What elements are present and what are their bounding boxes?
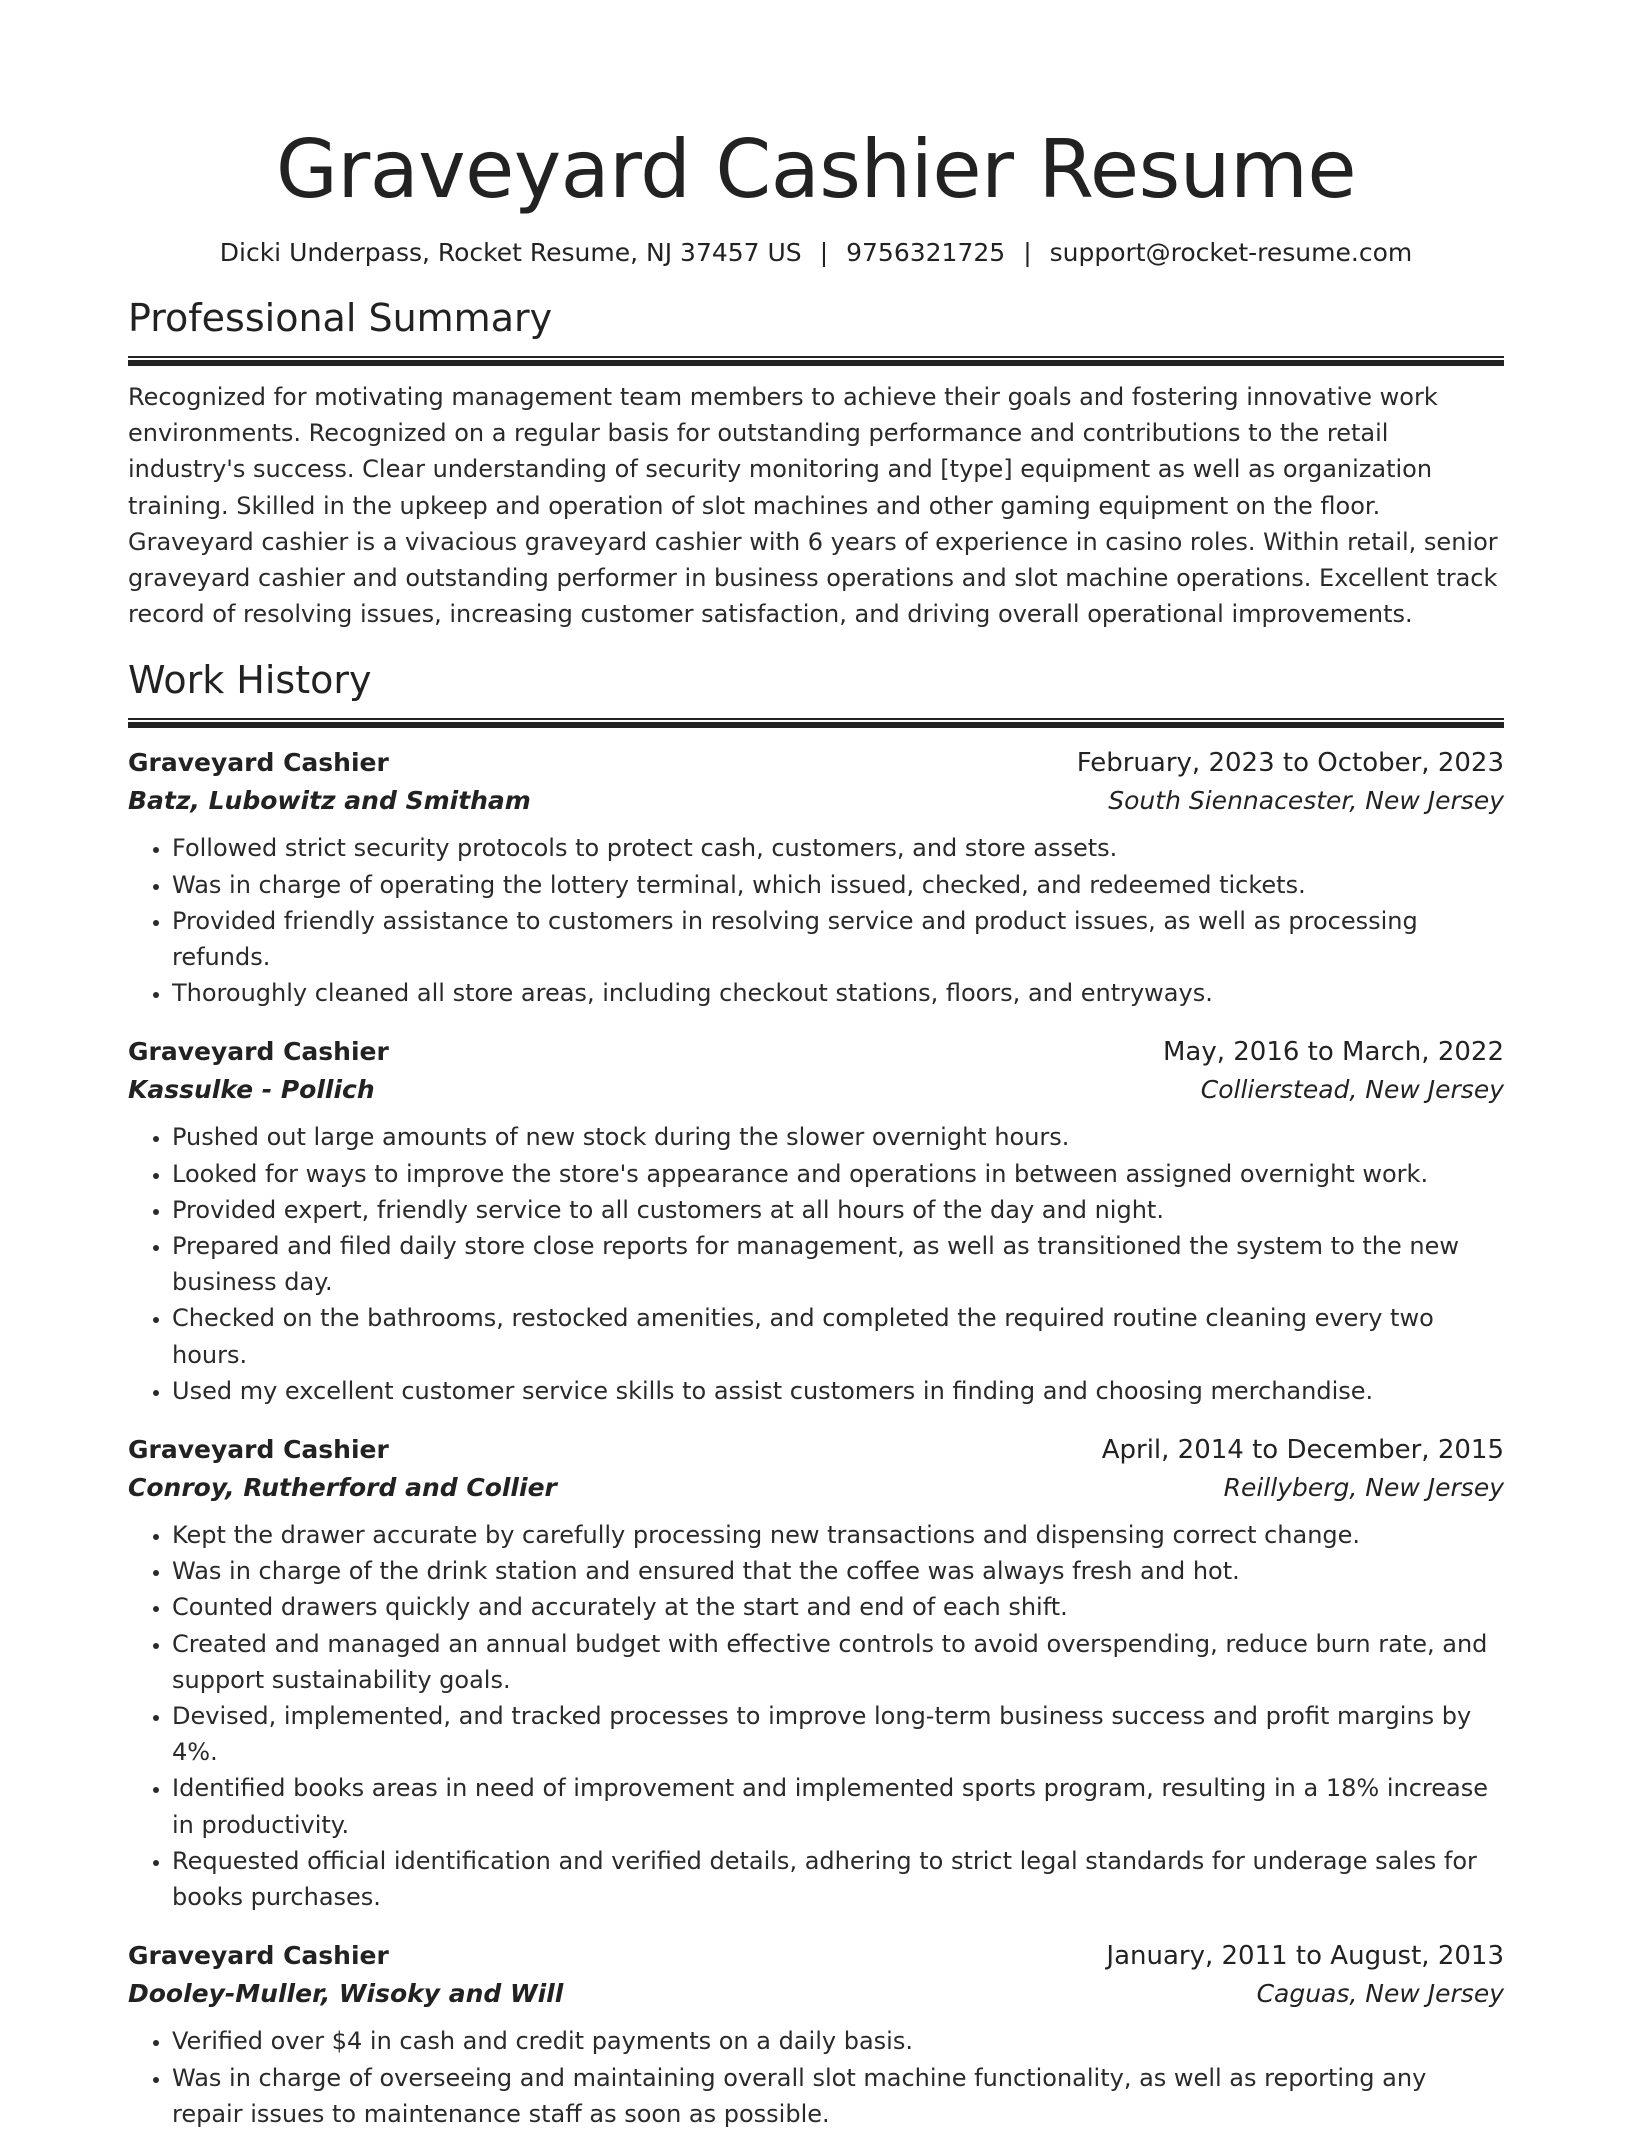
job-bullet: • Provided expert, friendly service to all customers at all hours of the day and night. [172, 1192, 1504, 1228]
job-company: Dooley-Muller, Wisoky and Will [128, 1979, 564, 2009]
job-title: Graveyard Cashier [128, 1941, 389, 1971]
job-title: Graveyard Cashier [128, 748, 389, 778]
job-bullet: • Prepared and filed daily store close reports for management, as well as transitioned the system to the new business day. [172, 1228, 1504, 1300]
job-header [128, 1937, 1504, 1975]
contact-address: Dicki Underpass, Rocket Resume, NJ 37457 US [219, 238, 802, 267]
job-bullets [128, 2023, 1504, 2132]
contact-line [128, 236, 1504, 270]
job-subheader [128, 1071, 1504, 1109]
job-bullets [128, 1119, 1504, 1409]
job-dates: May, 2016 to March, 2022 [1162, 1037, 1504, 1068]
work-history-section [128, 656, 1504, 2131]
job-dates: January, 2011 to August, 2013 [1106, 1941, 1504, 1972]
professional-summary-section [128, 294, 1504, 632]
job-subheader [128, 782, 1504, 820]
job-company: Kassulke - Pollich [128, 1075, 375, 1105]
job-subheader [128, 1469, 1504, 1507]
job-entry [128, 1431, 1504, 1915]
job-title: Graveyard Cashier [128, 1435, 389, 1465]
section-heading-work: Work History [128, 658, 372, 703]
job-entry [128, 1033, 1504, 1409]
job-header [128, 1431, 1504, 1469]
job-bullet: • Created and managed an annual budget with effective controls to avoid overspending, reduce burn rate, and support sustainability goals. [172, 1626, 1504, 1698]
contact-email[interactable]: support@rocket-resume.com [1049, 238, 1413, 267]
section-divider [128, 356, 1504, 366]
job-bullet: • Identified books areas in need of improvement and implemented sports program, resulting in a 18% increase in productivity. [172, 1770, 1504, 1842]
job-bullets [128, 830, 1504, 1011]
job-dates: April, 2014 to December, 2015 [1101, 1435, 1504, 1466]
job-company: Conroy, Rutherford and Collier [128, 1473, 557, 1503]
section-heading-summary: Professional Summary [128, 296, 553, 340]
contact-separator: | [819, 238, 829, 267]
job-header [128, 1033, 1504, 1071]
job-subheader [128, 1975, 1504, 2013]
job-bullet: • Thoroughly cleaned all store areas, including checkout stations, floors, and entryways. [172, 975, 1504, 1011]
job-location: Reillyberg, New Jersey [1223, 1473, 1504, 1503]
resume-title: Graveyard Cashier Resume [275, 123, 1357, 216]
job-bullet: • Provided friendly assistance to customers in resolving service and product issues, as well as processing refunds. [172, 903, 1504, 975]
job-bullet: • Devised, implemented, and tracked processes to improve long-term business success and profit margins by 4%. [172, 1698, 1504, 1770]
job-bullet: • Was in charge of operating the lottery terminal, which issued, checked, and redeemed tickets. [172, 867, 1504, 903]
job-entry [128, 1937, 1504, 2132]
contact-phone: 9756321725 [846, 238, 1006, 267]
job-bullet: • Followed strict security protocols to protect cash, customers, and store assets. [172, 830, 1504, 866]
job-bullet: • Used my excellent customer service skills to assist customers in finding and choosing merchandise. [172, 1373, 1504, 1409]
job-bullets [128, 1517, 1504, 1915]
section-divider [128, 718, 1504, 728]
job-bullet: • Kept the drawer accurate by carefully processing new transactions and dispensing correct change. [172, 1517, 1504, 1553]
job-header [128, 744, 1504, 782]
job-bullet: • Pushed out large amounts of new stock during the slower overnight hours. [172, 1119, 1504, 1155]
contact-separator: | [1023, 238, 1032, 267]
job-company: Batz, Lubowitz and Smitham [128, 786, 531, 816]
job-bullet: • Was in charge of the drink station and ensured that the coffee was always fresh and hot. [172, 1553, 1504, 1589]
job-entry [128, 744, 1504, 1011]
job-bullet: • Requested official identification and verified details, adhering to strict legal standards for underage sales for books purchases. [172, 1843, 1504, 1915]
job-bullet: • Looked for ways to improve the store's appearance and operations in between assigned overnight work. [172, 1156, 1504, 1192]
job-title: Graveyard Cashier [128, 1037, 389, 1067]
summary-text: Recognized for motivating management team members to achieve their goals and fostering innovative work environments. Recognized on a regular basis for outstanding performance and contributions to the retail industry's success. Clear understanding of security monitoring and [type] equipment as well as organization training. Skilled in the upkeep and operation of slot machines and other gaming equipment on the floor. Graveyard cashier is a vivacious graveyard cashier with 6 years of experience in casino roles. Within retail, senior graveyard cashier and outstanding performer in business operations and slot machine operations. Excellent track record of resolving issues, increasing customer satisfaction, and driving overall operational improvements. [128, 383, 1498, 629]
job-location: Caguas, New Jersey [1256, 1979, 1504, 2009]
job-bullet: • Counted drawers quickly and accurately at the start and end of each shift. [172, 1589, 1504, 1625]
job-bullet: • Verified over $4 in cash and credit payments on a daily basis. [172, 2023, 1504, 2059]
job-dates: February, 2023 to October, 2023 [1076, 748, 1504, 779]
job-location: South Siennacester, New Jersey [1108, 786, 1504, 816]
job-bullet: • Checked on the bathrooms, restocked amenities, and completed the required routine cleaning every two hours. [172, 1300, 1504, 1372]
job-bullet: • Was in charge of overseeing and maintaining overall slot machine functionality, as well as reporting any repair issues to maintenance staff as soon as possible. [172, 2060, 1504, 2132]
job-location: Collierstead, New Jersey [1200, 1075, 1504, 1105]
